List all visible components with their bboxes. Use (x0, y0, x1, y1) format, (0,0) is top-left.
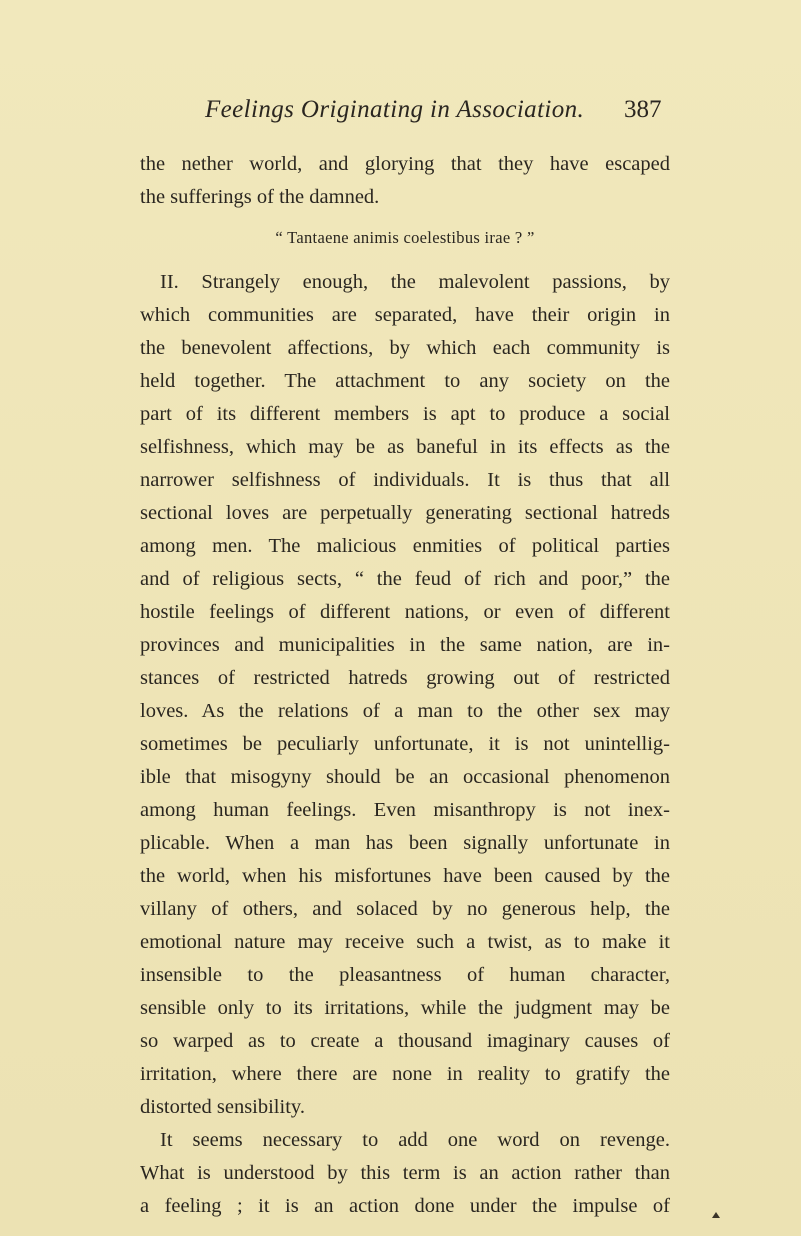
text-line: the benevolent affections, by which each community is (140, 337, 670, 359)
text-line: the world, when his misfortunes have been caused by the (140, 865, 670, 887)
text-line: and of religious sects, “ the feud of rich and poor,” the (140, 568, 670, 590)
text-line: loves. As the relations of a man to the other sex may (140, 700, 670, 722)
text-line: selfishness, which may be as baneful in its effects as the (140, 436, 670, 458)
text-line: provinces and municipalities in the same nation, are in- (140, 634, 670, 656)
running-head (0, 94, 801, 134)
text-line: sometimes be peculiarly unfortunate, it is not unintellig- (140, 733, 670, 755)
text-line: a feeling ; it is an action done under the impulse of (140, 1195, 670, 1217)
text-line: II. Strangely enough, the malevolent passions, by (160, 271, 670, 293)
text-line: ible that misogyny should be an occasional phenomenon (140, 766, 670, 788)
text-line: distorted sensibility. (140, 1096, 305, 1118)
text-line: narrower selfishness of individuals. It is thus that all (140, 469, 670, 491)
text-line: It seems necessary to add one word on revenge. (160, 1129, 670, 1151)
text-line: the nether world, and glorying that they have escaped (140, 153, 670, 175)
latin-quote: “ Tantaene animis coelestibus irae ? ” (275, 228, 535, 247)
running-title: Feelings Originating in Association. (205, 96, 585, 123)
text-line: so warped as to create a thousand imaginary causes of (140, 1030, 670, 1052)
text-line: villany of others, and solaced by no generous help, the (140, 898, 670, 920)
page-number: 387 (624, 96, 662, 123)
text-line: insensible to the pleasantness of human character, (140, 964, 670, 986)
body-text (140, 148, 670, 1223)
text-line: sensible only to its irritations, while the judgment may be (140, 997, 670, 1019)
text-line: plicable. When a man has been signally unfortunate in (140, 832, 670, 854)
page-corner-mark (712, 1212, 720, 1218)
text-line: irritation, where there are none in reality to gratify the (140, 1063, 670, 1085)
text-line: What is understood by this term is an action rather than (140, 1162, 670, 1184)
text-line: the sufferings of the damned. (140, 186, 380, 208)
text-line: among human feelings. Even misanthropy is not inex- (140, 799, 670, 821)
text-line: held together. The attachment to any society on the (140, 370, 670, 392)
text-line: stances of restricted hatreds growing out of restricted (140, 667, 670, 689)
text-line: emotional nature may receive such a twist, as to make it (140, 931, 670, 953)
text-line: which communities are separated, have their origin in (140, 304, 670, 326)
text-line: among men. The malicious enmities of political parties (140, 535, 670, 557)
text-line: part of its different members is apt to produce a social (140, 403, 670, 425)
text-line: hostile feelings of different nations, or even of different (140, 601, 670, 623)
text-line: sectional loves are perpetually generating sectional hatreds (140, 502, 670, 524)
